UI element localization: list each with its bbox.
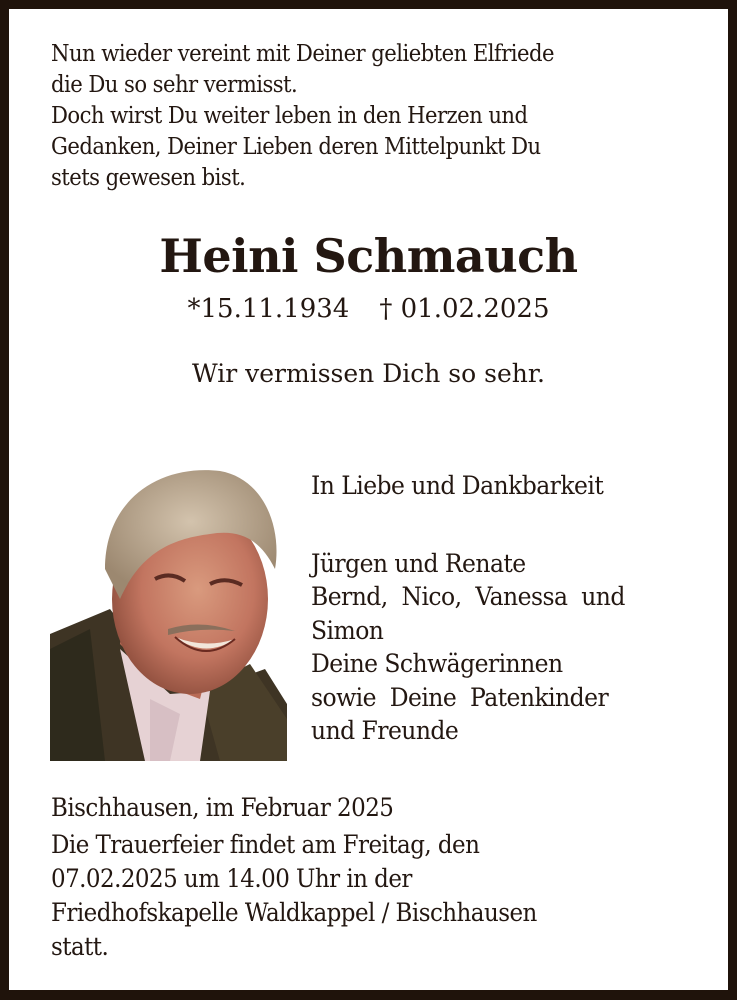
mourner-line: sowie Deine Patenkinder — [311, 682, 609, 712]
intro-verse — [51, 39, 658, 194]
obituary-card — [9, 9, 728, 990]
portrait-photo — [50, 459, 287, 761]
mourner-line: und Freunde — [311, 716, 459, 745]
funeral-info-line: 07.02.2025 um 14.00 Uhr in der — [51, 864, 412, 893]
closing-block — [51, 791, 658, 964]
intro-line: Gedanken, Deiner Lieben deren Mittelpunkt Du — [51, 134, 541, 160]
intro-line: Nun wieder vereint mit Deiner geliebten Elfriede — [51, 41, 554, 67]
intro-line: die Du so sehr vermisst. — [51, 72, 298, 98]
deceased-name: Heini Schmauch — [159, 229, 578, 283]
mourner-line: Deine Schwägerinnen — [311, 649, 563, 678]
death-date: † 01.02.2025 — [379, 294, 550, 324]
mourners-heading: In Liebe und Dankbarkeit — [311, 471, 604, 500]
birth-date: *15.11.1934 — [187, 294, 350, 324]
funeral-info-line: Die Trauerfeier findet am Freitag, den — [51, 830, 480, 859]
mourner-line: Simon — [311, 615, 384, 645]
funeral-info-line: Friedhofskapelle Waldkappel / Bischhausen — [51, 898, 537, 927]
intro-line: Doch wirst Du weiter leben in den Herzen und — [51, 103, 528, 129]
life-dates — [9, 294, 728, 324]
mourners-block — [311, 469, 659, 748]
funeral-info-line: statt. — [51, 932, 109, 961]
mourner-line: Jürgen und Renate — [311, 548, 526, 578]
mourner-line: Bernd, Nico, Vanessa und — [311, 582, 625, 611]
motto: Wir vermissen Dich so sehr. — [191, 359, 545, 388]
place-date: Bischhausen, im Februar 2025 — [51, 793, 394, 822]
intro-line: stets gewesen bist. — [51, 165, 246, 191]
